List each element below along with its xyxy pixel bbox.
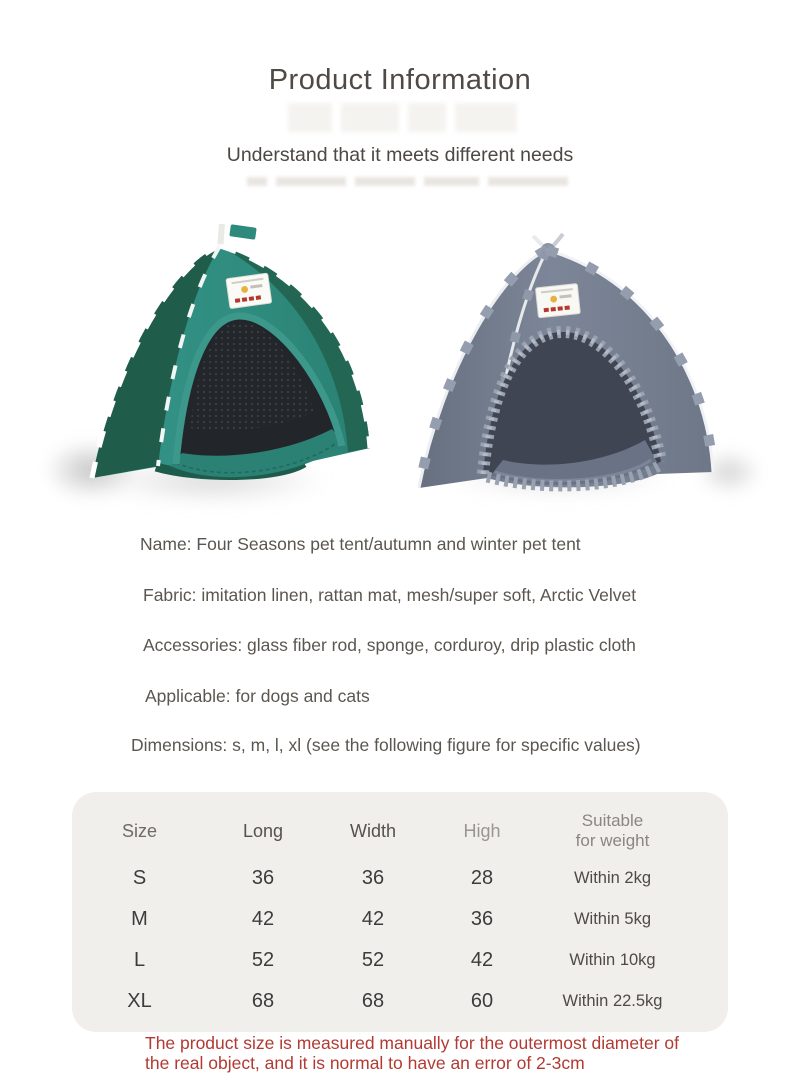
cell-long: 68 (251, 990, 275, 1012)
table-row (72, 981, 688, 1022)
brand-label (535, 284, 580, 318)
measurement-disclaimer (145, 1033, 685, 1073)
size-table (72, 792, 728, 1032)
brand-label (226, 273, 272, 309)
table-row (72, 858, 688, 899)
erased-watermark-line (247, 177, 579, 186)
erased-watermark (288, 103, 526, 132)
cell-size: XL (127, 990, 152, 1012)
detail-dimensions: Dimensions: s, m, l, xl (see the following figure for specific values) (131, 735, 641, 755)
size-table-header-row (72, 804, 688, 858)
detail-accessories: Accessories: glass fiber rod, sponge, corduroy, drip plastic cloth (143, 635, 636, 655)
gray-tent-product-image (395, 224, 737, 496)
disclaimer-line-2: the real object, and it is normal to have an error of 2-3cm (145, 1053, 585, 1073)
table-row (72, 940, 688, 981)
cell-width: 36 (361, 867, 385, 889)
page-subtitle: Understand that it meets different needs (226, 144, 574, 166)
tent-peak-tab (229, 224, 256, 240)
green-tent-product-image (52, 216, 400, 504)
cell-long: 42 (251, 908, 275, 930)
cell-high: 42 (470, 949, 494, 971)
cell-high: 28 (470, 867, 494, 889)
cell-weight: Within 2kg (573, 869, 652, 887)
cell-size: S (132, 867, 147, 889)
cell-width: 42 (361, 908, 385, 930)
cell-weight: Within 5kg (573, 910, 652, 928)
page-title: Product Information (268, 64, 532, 96)
cell-width: 68 (361, 990, 385, 1012)
header-weight: Suitable for weight (575, 811, 650, 850)
detail-name: Name: Four Seasons pet tent/autumn and winter pet tent (140, 534, 581, 554)
header-size: Size (121, 820, 157, 841)
cell-size: L (133, 949, 146, 971)
cell-long: 36 (251, 867, 275, 889)
detail-applicable: Applicable: for dogs and cats (145, 686, 370, 706)
cell-high: 36 (470, 908, 494, 930)
cell-long: 52 (251, 949, 275, 971)
header-long: Long (242, 820, 284, 841)
table-row (72, 899, 688, 940)
header-high: High (463, 820, 501, 841)
cell-width: 52 (361, 949, 385, 971)
cell-size: M (131, 908, 148, 930)
header-width: Width (349, 820, 396, 841)
detail-fabric: Fabric: imitation linen, rattan mat, mesh/super soft, Arctic Velvet (143, 585, 637, 605)
cell-high: 60 (470, 990, 494, 1012)
cell-weight: Within 10kg (569, 951, 656, 969)
disclaimer-line-1: The product size is measured manually for the outermost diameter of (145, 1033, 679, 1053)
cell-weight: Within 22.5kg (562, 992, 663, 1010)
